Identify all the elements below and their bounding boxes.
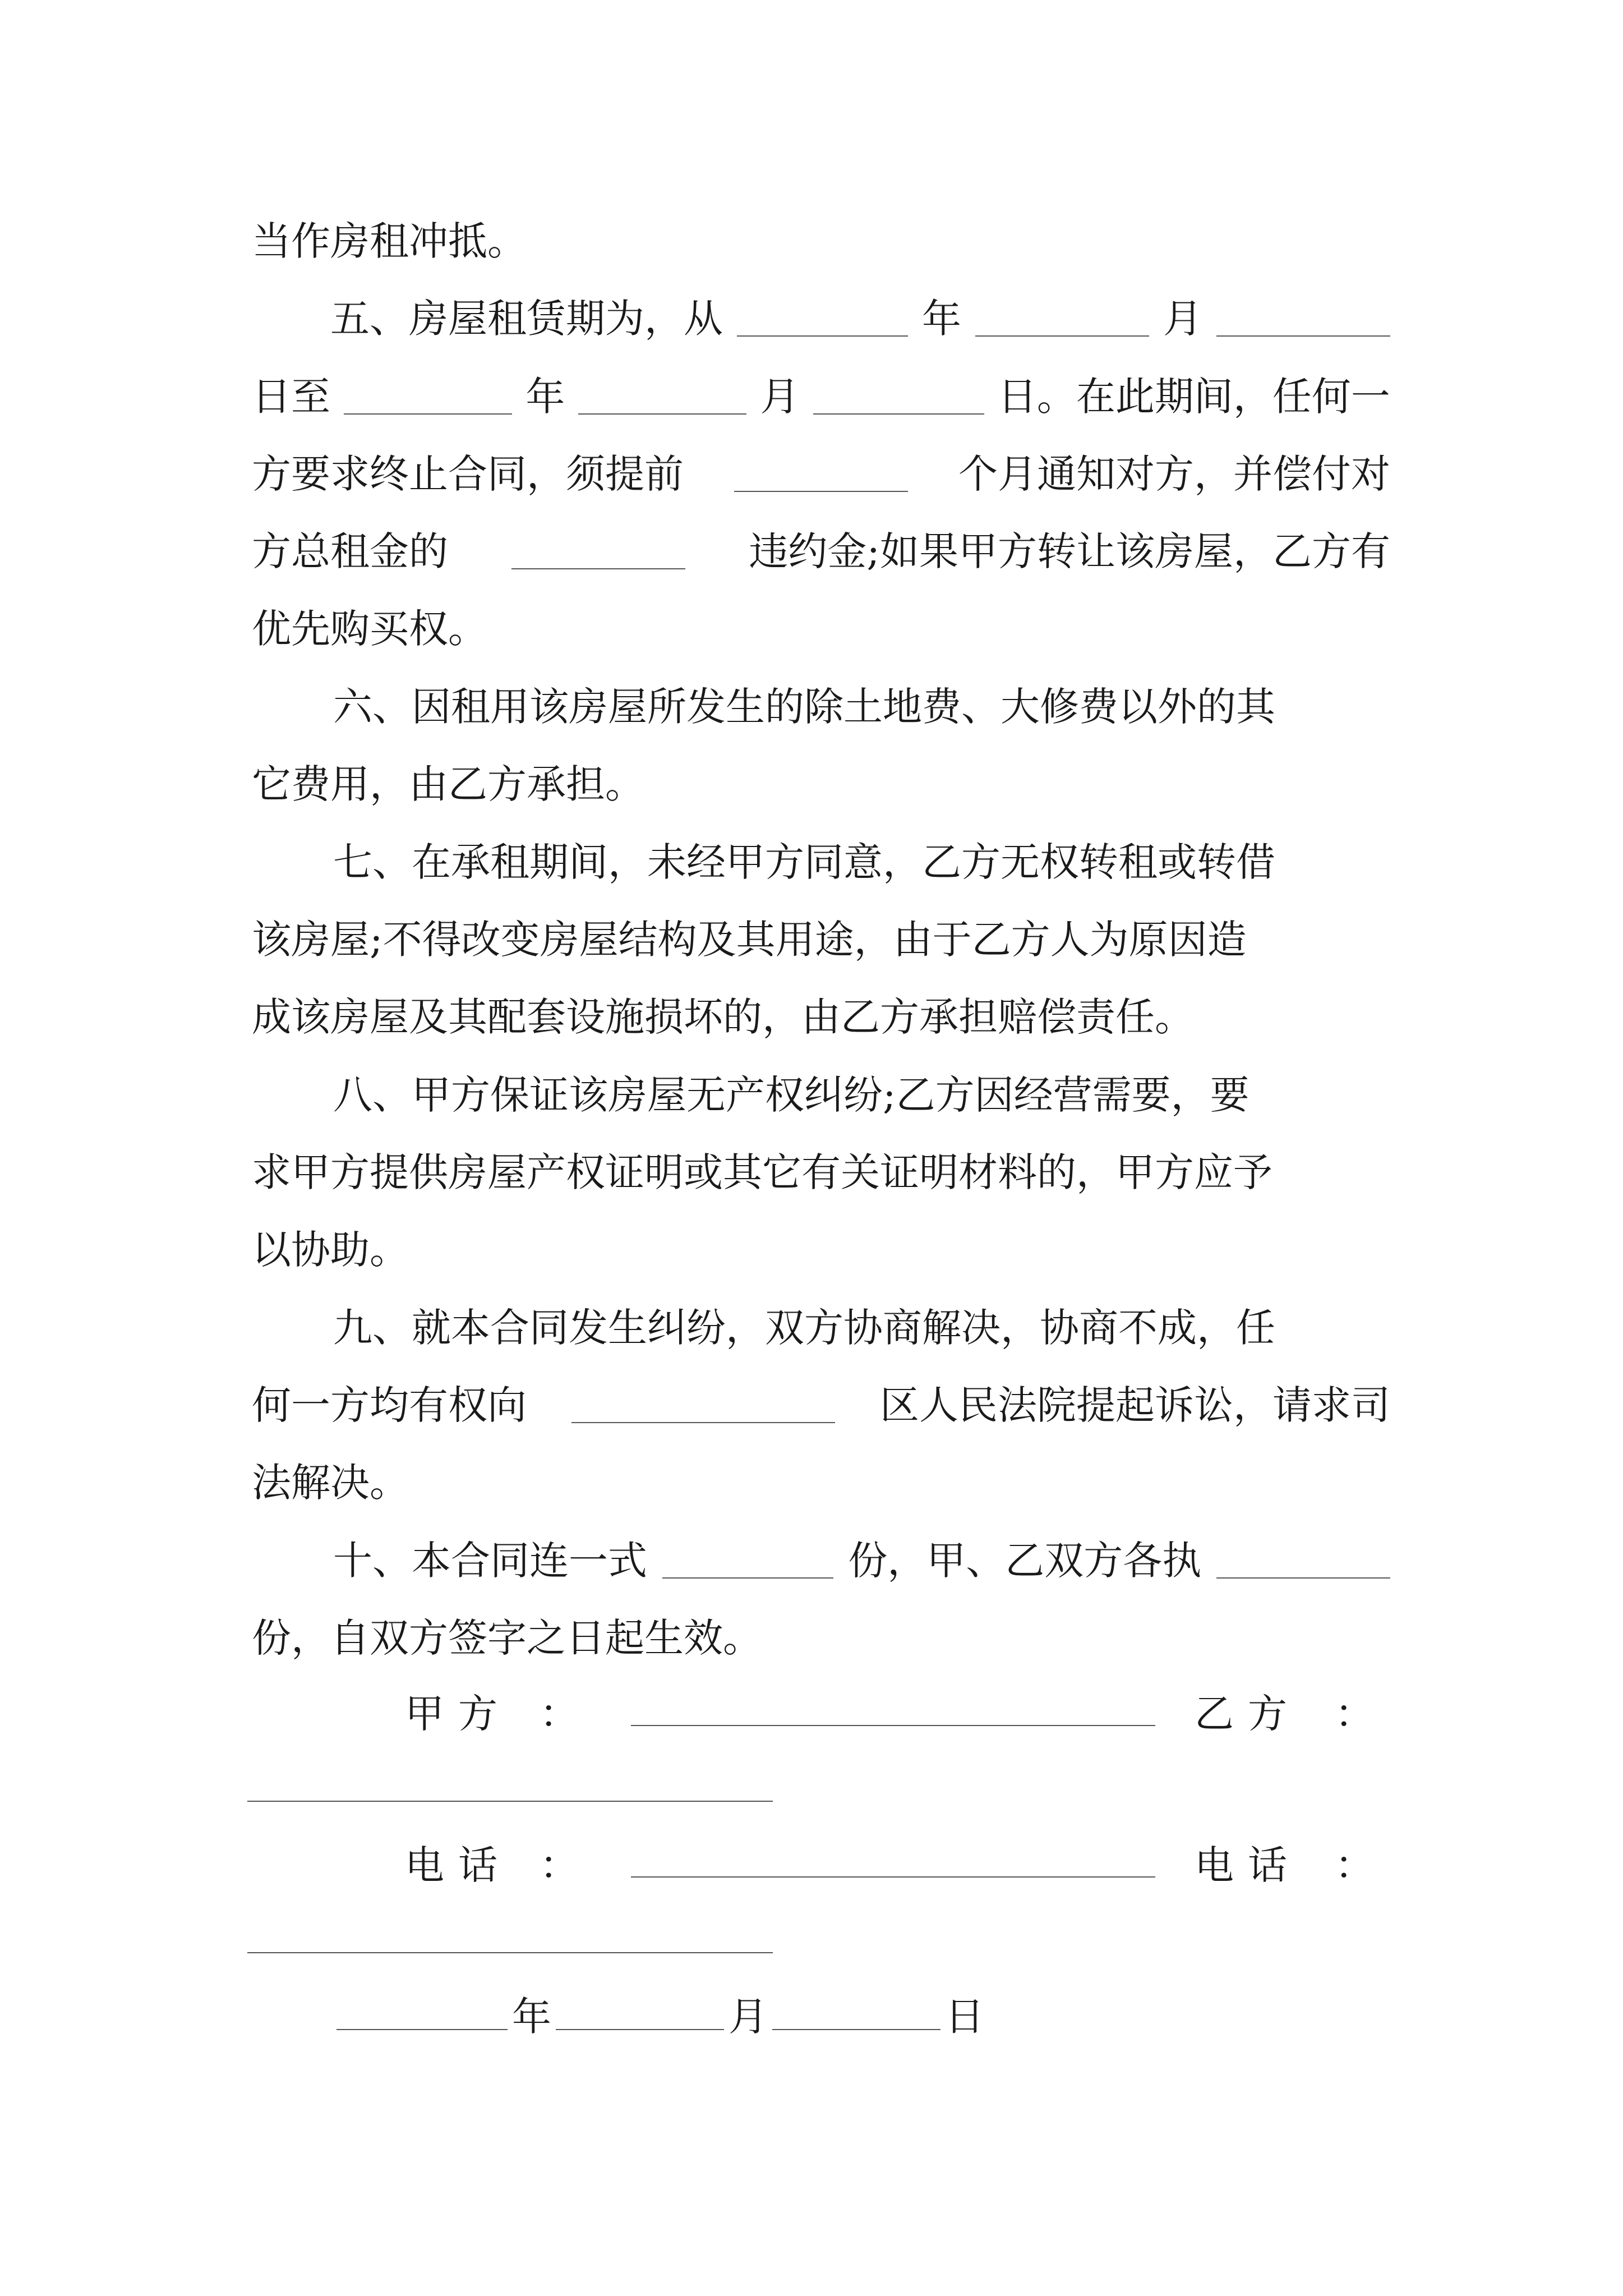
sign-year-blank[interactable]: [336, 1994, 508, 2030]
phone-a-line[interactable]: [631, 1876, 1155, 1878]
clause-10-line-2: 份，自双方签字之日起生效。: [252, 1615, 762, 1661]
clause-8-line-1: 八、甲方保证该房屋无产权纠纷;乙方因经营需要，要: [333, 1072, 1249, 1118]
party-a-signature-line[interactable]: [631, 1725, 1155, 1726]
clause-7-line-1: 七、在承租期间，未经甲方同意，乙方无权转租或转借: [333, 839, 1275, 885]
party-b-label: 乙 方 ：: [1195, 1691, 1374, 1737]
phone-a-label: 电 话 ：: [405, 1842, 579, 1888]
clause-6-line-1: 六、因租用该房屋所发生的除土地费、大修费以外的其: [333, 684, 1275, 730]
clause-8-line-2: 求甲方提供房屋产权证明或其它有关证明材料的，甲方应予: [252, 1149, 1272, 1195]
clause-5-line-5: 优先购买权。: [252, 606, 487, 652]
party-a-label: 甲 方 ：: [405, 1691, 579, 1737]
clause-5-line-4: 方总租金的 违约金;如果甲方转让该房屋，乙方有: [252, 528, 1390, 574]
court-district-blank[interactable]: [571, 1387, 835, 1423]
clause-6-line-2: 它费用，由乙方承担。: [252, 761, 644, 807]
party-b-signature-line[interactable]: [247, 1801, 773, 1802]
lease-start-month-blank[interactable]: [975, 301, 1149, 337]
clause-7-line-2: 该房屋;不得改变房屋结构及其用途，由于乙方人为原因造: [252, 917, 1247, 963]
sign-month-blank[interactable]: [556, 1994, 724, 2030]
clause-10-line-1: 十、本合同连一式 份，甲、乙双方各执: [252, 1527, 1390, 1594]
clause-5-line-3: 方要求终止合同，须提前 个月通知对方，并偿付对: [252, 451, 1390, 497]
lease-end-day-blank[interactable]: [813, 379, 984, 415]
lease-start-day-blank[interactable]: [1216, 301, 1390, 337]
copies-total-blank[interactable]: [662, 1543, 833, 1579]
clause-8-line-3: 以协助。: [252, 1227, 409, 1273]
sign-date-line: 年 月 日: [336, 1983, 984, 2050]
clause-9-line-2: 何一方均有权向 区人民法院提起诉讼，请求司: [252, 1382, 1390, 1428]
lease-end-month-blank[interactable]: [578, 379, 746, 415]
clause-7-line-3: 成该房屋及其配套设施损坏的，由乙方承担赔偿责任。: [252, 994, 1194, 1040]
lease-start-year-blank[interactable]: [737, 301, 908, 337]
paragraph-4-tail: 当作房租冲抵。: [252, 218, 527, 264]
clause-9-line-1: 九、就本合同发生纠纷，双方协商解决，协商不成，任: [333, 1305, 1275, 1351]
clause-9-line-3: 法解决。: [252, 1460, 409, 1506]
phone-b-label: 电 话 ：: [1195, 1842, 1374, 1888]
lease-end-year-blank[interactable]: [344, 379, 512, 415]
copies-each-blank[interactable]: [1216, 1543, 1390, 1579]
notice-months-blank[interactable]: [734, 456, 908, 492]
clause-5-line-1: 五、房屋租赁期为，从 年 月: [252, 285, 1390, 352]
clause-5-line-2: 日至 年 月 日。在此期间，任何一: [252, 374, 1390, 420]
sign-day-blank[interactable]: [772, 1994, 940, 2030]
penalty-blank[interactable]: [511, 533, 685, 569]
phone-b-line[interactable]: [247, 1952, 773, 1953]
